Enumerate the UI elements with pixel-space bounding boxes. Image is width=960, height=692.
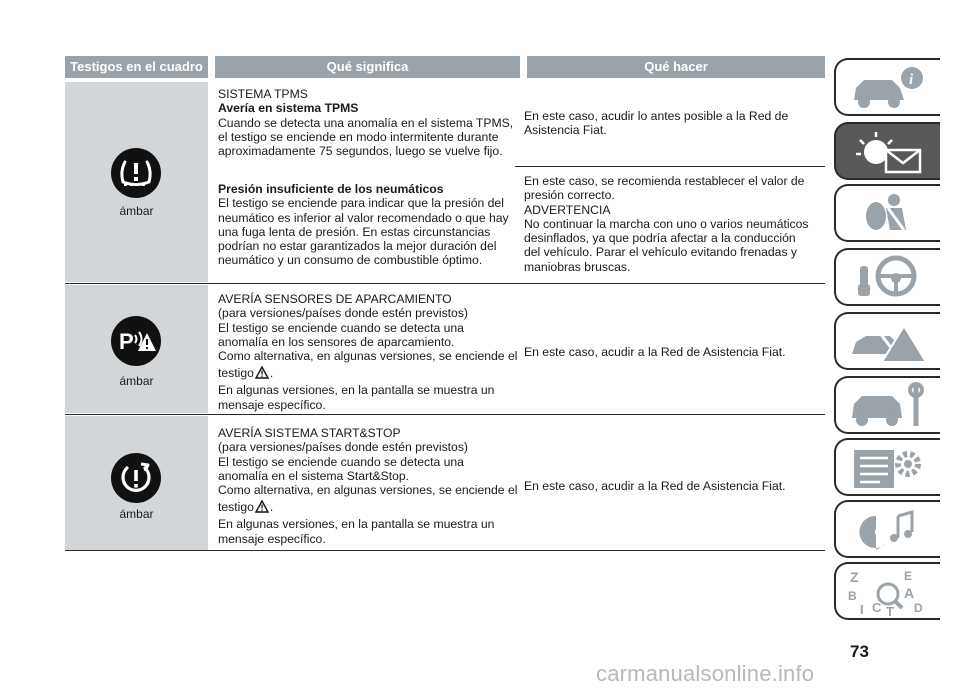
text-word: testigo	[218, 366, 254, 381]
text-line: una fuga lenta de presión. En estas circunstancias	[218, 224, 491, 239]
meaning-start-stop	[218, 426, 518, 546]
row-divider	[65, 414, 825, 415]
text-line: El testigo se enciende cuando se detecta una	[218, 320, 464, 335]
index-letter-b: B	[848, 589, 857, 603]
watermark: carmanualsonline.info	[596, 661, 815, 686]
safety-airbag-icon	[846, 190, 932, 238]
index-letter-e: E	[904, 569, 913, 583]
meaning-park-sensors	[218, 292, 518, 412]
text-line: presión correcto.	[524, 188, 615, 203]
emergency-icon	[846, 318, 932, 366]
text-line	[218, 363, 518, 383]
tab-warning-lights[interactable]	[834, 122, 940, 180]
index-letter-c: C	[872, 600, 882, 615]
row-divider	[65, 550, 825, 551]
text-line: (para versiones/países donde estén previstos)	[218, 306, 468, 321]
row-divider	[65, 283, 825, 284]
action-park-sensors	[524, 345, 824, 359]
warning-lights-icon	[846, 128, 932, 176]
tab-start-driving[interactable]	[834, 248, 940, 306]
text-line: AVERÍA SENSORES DE APARCAMIENTO	[218, 292, 452, 306]
index-letter-i: I	[860, 602, 864, 616]
park-sensor-warning-icon	[110, 315, 162, 367]
text-line: mensaje específico.	[218, 531, 326, 546]
meaning-tpms-failure	[218, 87, 518, 158]
text-line: Asistencia Fiat.	[524, 123, 607, 138]
meaning-tpms-pressure	[218, 182, 518, 268]
svg-text:P: P	[119, 329, 134, 354]
text-line: SISTEMA TPMS	[218, 87, 308, 101]
tab-emergency[interactable]	[834, 312, 940, 370]
index-letter-d: D	[914, 601, 923, 615]
action-tpms-pressure	[524, 174, 824, 274]
text-line: el testigo se enciende en modo intermitente durante	[218, 129, 499, 144]
text-line: ADVERTENCIA	[524, 202, 611, 217]
text-line: anomalía en los sensores de aparcamiento.	[218, 334, 455, 349]
tpms-warning-icon	[110, 147, 162, 199]
car-info-icon	[846, 64, 932, 112]
text-word: testigo	[218, 500, 254, 515]
warning-triangle-icon	[255, 500, 269, 513]
tab-multimedia[interactable]	[834, 500, 940, 558]
text-line: Presión insuficiente de los neumáticos	[218, 182, 444, 196]
text-word: .	[269, 366, 274, 381]
index-letter-a: A	[904, 585, 915, 601]
text-line: maniobras bruscas.	[524, 259, 631, 274]
tab-technical-data[interactable]	[834, 438, 940, 496]
header-action: Qué hacer	[527, 56, 825, 78]
tab-index[interactable]	[834, 562, 940, 620]
text-line: En este caso, acudir a la Red de Asistencia Fiat.	[524, 345, 786, 359]
index-letter-z: Z	[850, 569, 859, 585]
text-line: anomalía en el sistema Start&Stop.	[218, 468, 410, 483]
tab-maintenance[interactable]	[834, 376, 940, 434]
header-meaning: Qué significa	[215, 56, 520, 78]
lamp-color-label: ámbar	[119, 507, 154, 521]
text-line	[218, 497, 518, 517]
text-line: desinflados, ya que podría afectar a la conducción	[524, 231, 796, 246]
tab-safety[interactable]	[834, 184, 940, 242]
header-lamps: Testigos en el cuadro	[65, 56, 208, 78]
page-number: 73	[850, 642, 869, 661]
tab-car-info[interactable]	[834, 58, 940, 116]
action-start-stop	[524, 479, 824, 493]
text-line: En algunas versiones, en la pantalla se muestra un	[218, 517, 495, 532]
text-line: En este caso, acudir a la Red de Asistencia Fiat.	[524, 479, 786, 493]
text-line: En algunas versiones, en la pantalla se muestra un	[218, 383, 495, 398]
text-word: .	[269, 500, 274, 515]
text-line: (para versiones/países donde estén previstos)	[218, 440, 468, 455]
multimedia-icon	[846, 506, 932, 554]
text-line: aproximadamente 75 segundos, luego se vuelve fijo.	[218, 144, 503, 159]
index-letter-t: T	[886, 604, 894, 616]
text-line: neumático y un consumo de combustible óptimo.	[218, 253, 483, 268]
lamp-color-label: ámbar	[119, 374, 154, 388]
text-line: AVERÍA SISTEMA START&STOP	[218, 426, 401, 440]
text-line: del vehículo. Parar el vehículo evitando frenadas y	[524, 245, 798, 260]
text-line: No continuar la marcha con uno o varios neumáticos	[524, 216, 809, 231]
lamp-cell-startstop	[65, 416, 208, 550]
svg-text:i: i	[909, 72, 914, 88]
table-header	[65, 56, 825, 78]
warning-triangle-icon	[255, 366, 269, 379]
text-line: Cuando se detecta una anomalía en el sistema TPMS,	[218, 115, 514, 130]
text-line: El testigo se enciende para indicar que la presión del	[218, 196, 504, 211]
text-line: neumático es inferior al valor recomendado o que hay	[218, 210, 509, 225]
text-line: En este caso, se recomienda restablecer el valor de	[524, 174, 805, 188]
divider	[515, 166, 825, 167]
lamp-cell-park	[65, 285, 208, 413]
technical-data-icon	[846, 444, 932, 492]
text-line: Como alternativa, en algunas versiones, se enciende el	[218, 483, 518, 498]
text-line: Avería en sistema TPMS	[218, 101, 359, 116]
text-line: mensaje específico.	[218, 397, 326, 412]
car-maintenance-icon	[846, 382, 932, 430]
action-tpms-failure	[524, 109, 824, 138]
start-stop-warning-icon	[110, 452, 162, 504]
text-line: podrían no estar garantizados la mejor duración del	[218, 239, 497, 254]
index-icon	[846, 568, 932, 616]
text-line: El testigo se enciende cuando se detecta una	[218, 454, 464, 469]
steering-wheel-key-icon	[846, 254, 932, 302]
lamp-cell-tpms	[65, 82, 208, 282]
text-line: En este caso, acudir lo antes posible a la Red de	[524, 109, 789, 123]
lamp-color-label: ámbar	[119, 204, 154, 218]
text-line: Como alternativa, en algunas versiones, se enciende el	[218, 349, 518, 364]
